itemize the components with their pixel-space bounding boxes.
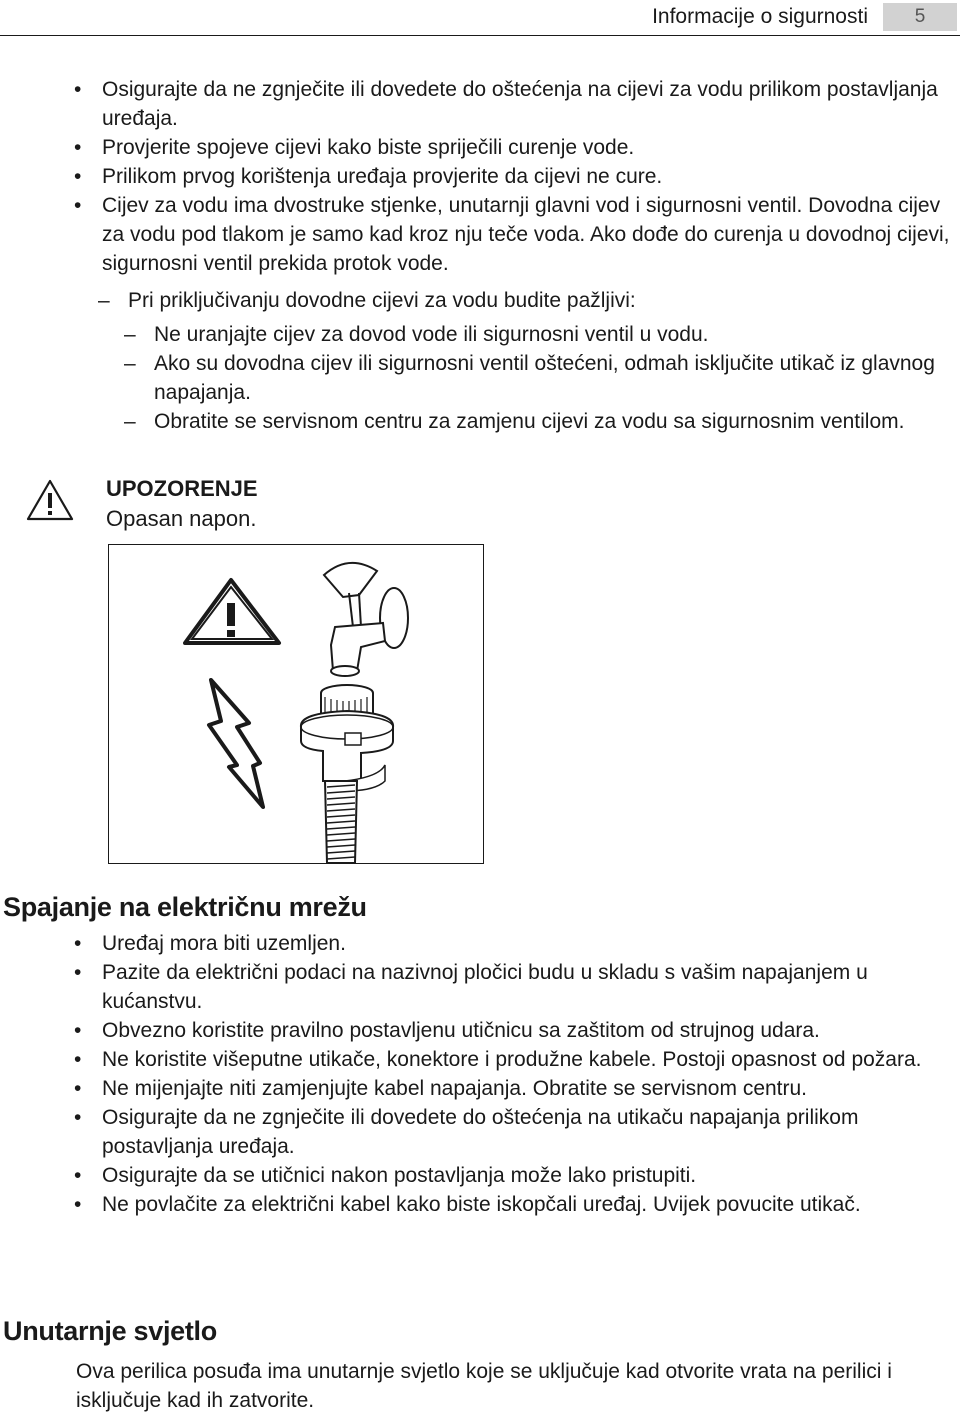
warning-triangle-icon — [25, 478, 75, 522]
list-item: • Pazite da električni podaci na nazivnoj pločici budu u skladu s vašim napajanjem u kućanstvu. — [0, 958, 960, 1016]
page-header-title: Informacije o sigurnosti — [652, 5, 868, 28]
light-paragraph: Ova perilica posuđa ima unutarnje svjetlo koje se uključuje kad otvorite vrata na perilici i isključuje kad ih zatvorite. — [76, 1360, 892, 1412]
bullet-icon: • — [74, 194, 82, 217]
dash-item: – Ne uranjajte cijev za dovod vode ili sigurnosni ventil u vodu. — [154, 320, 958, 349]
bullet-icon: • — [74, 1019, 82, 1042]
warning-text: Opasan napon. — [106, 506, 257, 531]
bullet-icon: • — [74, 1048, 82, 1071]
bullet-icon: • — [74, 1077, 82, 1100]
dash-icon: – — [124, 323, 136, 346]
list-item: • Ne povlačite za električni kabel kako biste iskopčali uređaj. Uvijek povucite utikač. — [0, 1190, 960, 1219]
list-item: • Osigurajte da ne zgnječite ili dovedete do oštećenja na cijevi za vodu prilikom postavljanja uređaja. — [0, 75, 960, 133]
list-item: • Ne mijenjajte niti zamjenjujte kabel napajanja. Obratite se servisnom centru. — [0, 1074, 960, 1103]
bullet-icon: • — [74, 165, 82, 188]
dash-icon: – — [124, 410, 136, 433]
dash-item: – Pri priključivanju dovodne cijevi za vodu budite pažljivi: — [128, 286, 958, 315]
list-item: • Ne koristite višeputne utikače, konektore i produžne kabele. Postoji opasnost od požara. — [0, 1045, 960, 1074]
section-title-electrical: Spajanje na električnu mrežu — [3, 892, 367, 922]
dash-item: – Ako su dovodna cijev ili sigurnosni ventil oštećeni, odmah isključite utikač iz glavnog napajanja. — [154, 349, 958, 407]
page-number-badge: 5 — [883, 3, 957, 31]
dash-item: – Obratite se servisnom centru za zamjenu cijevi za vodu sa sigurnosnim ventilom. — [154, 407, 958, 436]
list-item: • Osigurajte da ne zgnječite ili dovedete do oštećenja na utikaču napajanja prilikom postavljanja uređaja. — [0, 1103, 960, 1161]
list-item: • Obvezno koristite pravilno postavljenu utičnicu sa zaštitom od strujnog udara. — [0, 1016, 960, 1045]
list-item: • Uređaj mora biti uzemljen. — [0, 929, 960, 958]
water-safety-list — [0, 75, 960, 278]
dash-icon: – — [98, 289, 110, 312]
list-item: • Provjerite spojeve cijevi kako biste spriječili curenje vode. — [0, 133, 960, 162]
bullet-icon: • — [74, 78, 82, 101]
list-item: • Osigurajte da se utičnici nakon postavljanja može lako pristupiti. — [0, 1161, 960, 1190]
valve-drawing — [109, 545, 483, 863]
water-valve-illustration — [108, 544, 484, 864]
dash-sub-list — [124, 320, 958, 436]
bullet-icon: • — [74, 136, 82, 159]
header-divider — [0, 35, 960, 36]
warning-title: UPOZORENJE — [106, 476, 258, 501]
bullet-icon: • — [74, 1164, 82, 1187]
electrical-list — [0, 929, 960, 1219]
bullet-icon: • — [74, 932, 82, 955]
bullet-icon: • — [74, 1193, 82, 1216]
dash-icon: – — [124, 352, 136, 375]
bullet-icon: • — [74, 961, 82, 984]
section-title-light: Unutarnje svjetlo — [3, 1316, 217, 1346]
bullet-icon: • — [74, 1106, 82, 1129]
list-item: • Prilikom prvog korištenja uređaja provjerite da cijevi ne cure. — [0, 162, 960, 191]
list-item: • Cijev za vodu ima dvostruke stjenke, unutarnji glavni vod i sigurnosni ventil. Dovodna cijev za vodu pod tlakom je samo kad kroz nju teče voda. Ako dođe do curenja u dovodnoj cijevi, sigurnosni ventil prekida protok vode. — [0, 191, 960, 278]
